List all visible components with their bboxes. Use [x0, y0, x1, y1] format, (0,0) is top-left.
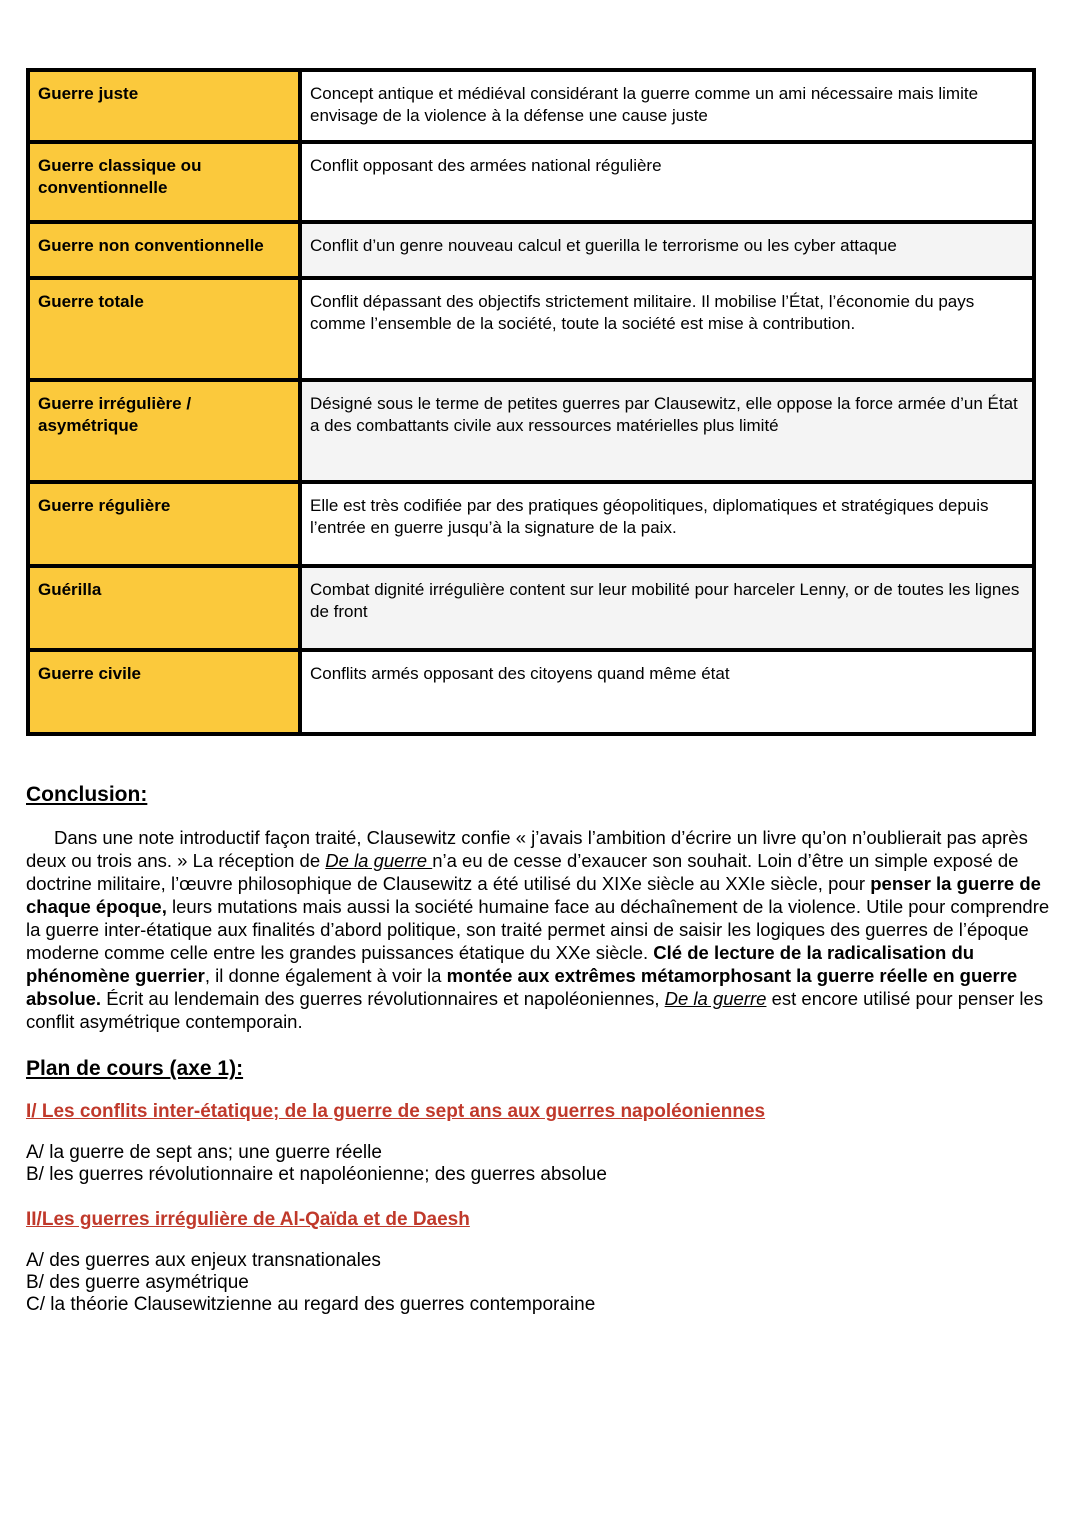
plan-sub-list: [26, 1142, 1056, 1186]
term-cell: Guerre classique ou conventionnelle: [28, 142, 300, 222]
table-row: [28, 222, 1034, 278]
table-row: [28, 650, 1034, 734]
definition-cell: Conflit dépassant des objectifs strictement militaire. Il mobilise l’État, l’économie du pays comme l’ensemble de la société, toute la société est mise à contribution.: [300, 278, 1034, 380]
term-cell: Guerre non conventionnelle: [28, 222, 300, 278]
term-cell: Guerre totale: [28, 278, 300, 380]
conclusion-paragraph: [26, 826, 1056, 1033]
term-cell: Guerre juste: [28, 70, 300, 142]
term-cell: Guerre régulière: [28, 482, 300, 566]
definition-cell: Conflit opposant des armées national régulière: [300, 142, 1034, 222]
text-run: est encore utilisé pour penser les conflit asymétrique contemporain.: [26, 988, 1044, 1032]
text-run: , il donne également à voir la: [204, 965, 447, 986]
plan-sub-item: B/ les guerres révolutionnaire et napoléonienne; des guerres absolue: [26, 1164, 607, 1185]
definition-cell: Conflits armés opposant des citoyens quand même état: [300, 650, 1034, 734]
plan-heading: Plan de cours (axe 1):: [26, 1057, 244, 1080]
definition-cell: Elle est très codifiée par des pratiques géopolitiques, diplomatiques et stratégiques depuis l’entrée en guerre jusqu’à la signature de la paix.: [300, 482, 1034, 566]
plan-sub-list: [26, 1250, 1056, 1316]
term-cell: Guerre irrégulière / asymétrique: [28, 380, 300, 482]
table-row: [28, 278, 1034, 380]
plan-sub-item: B/ des guerre asymétrique: [26, 1272, 249, 1293]
plan-sub-item: A/ la guerre de sept ans; une guerre réelle: [26, 1142, 382, 1163]
plan-sub-item: A/ des guerres aux enjeux transnationales: [26, 1250, 381, 1271]
bold-run: Clé de lecture de la radicalisation du phénomène guerrier: [26, 942, 975, 986]
book-title: De la guerre: [664, 988, 767, 1009]
definition-cell: Désigné sous le terme de petites guerres par Clausewitz, elle oppose la force armée d’un État a des combattants civile aux ressources matérielles plus limité: [300, 380, 1034, 482]
text-run: leurs mutations mais aussi la société humaine face au déchaînement de la violence. Utile pour comprendre la guerre inter-étatique aux finalités d’abord politique, son traité permet ainsi de saisir les logiques des guerres de l’époque moderne comme celle entre les grandes puissances étatique du XXe siècle.: [26, 896, 1050, 963]
definition-cell: Combat dignité irrégulière content sur leur mobilité pour harceler Lenny, or de toutes les lignes de front: [300, 566, 1034, 650]
text-run: n’a eu de cesse d’exaucer son souhait. Loin d’être un simple exposé de doctrine militaire, l’œuvre philosophique de Clausewitz a été utilisé du XIXe siècle au XXIe siècle, pour: [26, 850, 1019, 894]
table-row: [28, 70, 1034, 142]
table-row: [28, 142, 1034, 222]
book-title: De la guerre: [325, 850, 433, 871]
plan-sub-item: C/ la théorie Clausewitzienne au regard des guerres contemporaine: [26, 1294, 596, 1315]
text-run: Écrit au lendemain des guerres révolutionnaires et napoléoniennes,: [101, 988, 665, 1009]
term-cell: Guerre civile: [28, 650, 300, 734]
definition-cell: Concept antique et médiéval considérant la guerre comme un ami nécessaire mais limite envisage de la violence à la défense une cause juste: [300, 70, 1034, 142]
table-row: [28, 380, 1034, 482]
course-plan-section: [26, 1056, 1056, 1338]
bold-run: montée aux extrêmes métamorphosant la guerre réelle en guerre absolue.: [26, 965, 1018, 1009]
table-row: [28, 566, 1034, 650]
plan-part-title: I/ Les conflits inter-étatique; de la guerre de sept ans aux guerres napoléoniennes: [26, 1101, 766, 1122]
definitions-table: [26, 68, 1036, 736]
table-row: [28, 482, 1034, 566]
plan-part-title: II/Les guerres irrégulière de Al-Qaïda et de Daesh: [26, 1209, 470, 1230]
text-run: Dans une note introductif façon traité, Clausewitz confie « j’avais l’ambition d’écrire un livre qu’on n’oublierait pas après deux ou trois ans. » La réception de: [26, 827, 1028, 871]
conclusion-heading: Conclusion:: [26, 783, 148, 806]
conclusion-section: [26, 782, 1056, 1033]
definition-cell: Conflit d’un genre nouveau calcul et guerilla le terrorisme ou les cyber attaque: [300, 222, 1034, 278]
bold-run: penser la guerre de chaque époque,: [26, 873, 1041, 917]
term-cell: Guérilla: [28, 566, 300, 650]
